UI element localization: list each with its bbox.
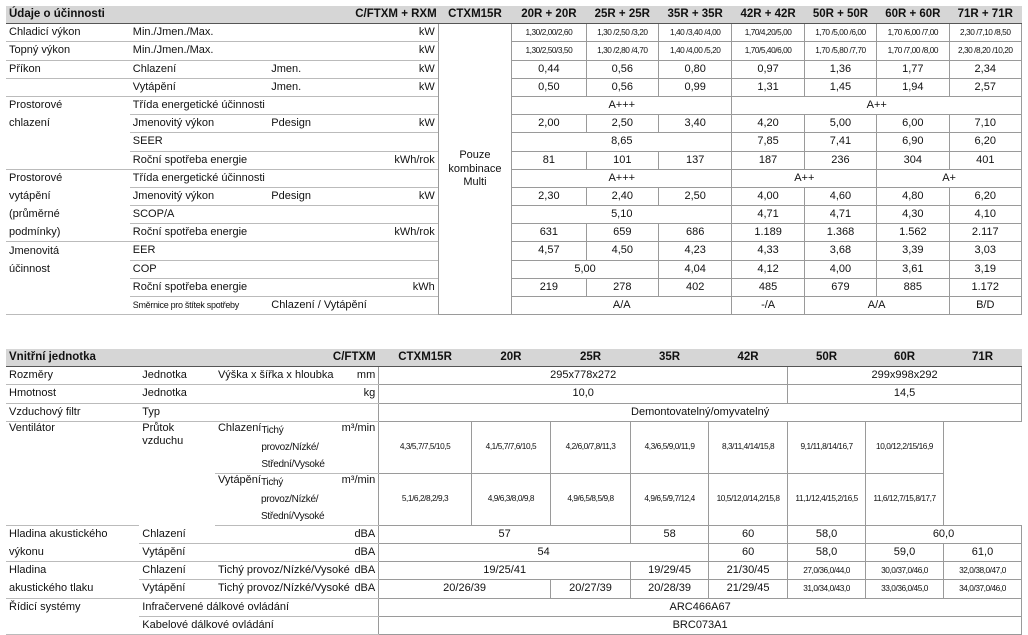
cell: 299x998x292 xyxy=(788,367,1022,385)
cell: 2,30 /8,20 /10,20 xyxy=(949,42,1021,60)
col-header: 35R + 35R xyxy=(658,6,731,24)
row-sublabel: Vytápění xyxy=(139,580,215,598)
cell: 631 xyxy=(512,224,586,242)
cell: 1,94 xyxy=(877,78,949,96)
cell: 11,1/12,4/15,2/16,5 xyxy=(788,473,866,525)
table-row xyxy=(6,598,1022,616)
unit: kg xyxy=(288,385,378,403)
model-header: C/FTXM xyxy=(288,349,378,367)
row-detail: Tichý provoz/Nízké/ Střední/Vysoké xyxy=(261,424,325,470)
cell: 3,19 xyxy=(949,260,1021,278)
cell: A+++ xyxy=(512,169,732,187)
cell: 0,80 xyxy=(658,60,731,78)
row-label: akustického tlaku xyxy=(6,580,139,598)
model-header: C/FTXM + RXM xyxy=(352,6,438,24)
row-qualifier: Vytápění xyxy=(217,473,261,486)
cell: 885 xyxy=(877,278,949,296)
cell: 59,0 xyxy=(866,543,944,561)
cell: 61,0 xyxy=(943,543,1021,561)
unit: dBA xyxy=(288,543,378,561)
cell: 3,61 xyxy=(877,260,949,278)
row-label: Rozměry xyxy=(6,367,139,385)
cell: 219 xyxy=(512,278,586,296)
cell: 4,9/6,5/8,5/9,8 xyxy=(550,473,630,525)
cell: 3,40 xyxy=(658,115,731,133)
cell: B/D xyxy=(949,297,1021,315)
col-header: 60R xyxy=(866,349,944,367)
row-qualifier: Chlazení xyxy=(217,421,262,434)
row-label: podmínky) xyxy=(6,224,130,242)
row-label: Chladicí výkon xyxy=(6,24,130,42)
table-row xyxy=(6,525,1022,543)
unit: dBA xyxy=(288,562,378,580)
cell: 4,20 xyxy=(732,115,804,133)
col-header: 42R + 42R xyxy=(732,6,804,24)
cell: 4,23 xyxy=(658,242,731,260)
col-header: 20R + 20R xyxy=(512,6,586,24)
cell: 6,00 xyxy=(877,115,949,133)
cell: 60,0 xyxy=(866,525,1022,543)
table-row xyxy=(6,278,1022,296)
row-sublabel: Třída energetické účinnosti xyxy=(130,169,438,187)
cell: A/A xyxy=(804,297,949,315)
cell: 4,00 xyxy=(804,260,876,278)
col-header: 20R xyxy=(471,349,550,367)
table-row xyxy=(6,151,1022,169)
cell: 19/29/45 xyxy=(631,562,709,580)
cell: 1.368 xyxy=(804,224,876,242)
table-title: Vnitřní jednotka xyxy=(6,349,288,367)
cell: 4,3/6,5/9,0/11,9 xyxy=(631,421,709,473)
row-label: Hladina akustického xyxy=(9,528,108,540)
cell: 1,36 xyxy=(804,60,876,78)
cell: 11,6/12,7/15,8/17,7 xyxy=(866,473,944,525)
row-qualifier: Jmen. xyxy=(268,60,352,78)
row-sublabel: Min./Jmen./Max. xyxy=(130,24,352,42)
row-sublabel: Infračervené dálkové ovládání xyxy=(139,598,378,616)
row-label: Prostorové xyxy=(9,99,63,112)
row-sublabel: SEER xyxy=(130,133,438,151)
cell: 10,0 xyxy=(379,385,788,403)
cell: 5,10 xyxy=(512,206,732,224)
cell: 4,12 xyxy=(732,260,804,278)
table-row xyxy=(6,169,1022,187)
cell: 0,56 xyxy=(586,78,658,96)
table-row xyxy=(6,187,1022,205)
cell: 20/27/39 xyxy=(550,580,630,598)
cell: 10,0/12,2/15/16,9 xyxy=(866,421,944,473)
cell: 20/26/39 xyxy=(379,580,551,598)
cell: 60 xyxy=(709,543,788,561)
cell: A+++ xyxy=(512,96,732,114)
row-label: výkonu xyxy=(6,543,139,561)
cell: 2,30 /7,10 /8,50 xyxy=(949,24,1021,42)
table-title: Údaje o účinnosti xyxy=(6,6,352,24)
cell: 1.189 xyxy=(732,224,804,242)
unit: kW xyxy=(352,42,438,60)
row-label: (průměrné xyxy=(9,208,60,221)
cell: 58,0 xyxy=(788,543,866,561)
cell: 21/30/45 xyxy=(709,562,788,580)
cell: 1.562 xyxy=(877,224,949,242)
unit: mm xyxy=(288,367,378,385)
cell: 20/28/39 xyxy=(631,580,709,598)
row-qualifier: Pdesign xyxy=(268,115,352,133)
cell: 4,30 xyxy=(877,206,949,224)
cell: 58,0 xyxy=(788,525,866,543)
row-sublabel: SCOP/A xyxy=(130,206,438,224)
indoor-unit-table xyxy=(6,349,1022,635)
cell: 304 xyxy=(877,151,949,169)
unit: m³/min xyxy=(341,473,376,486)
row-label: Jmenovitá xyxy=(9,244,60,257)
cell: 4,60 xyxy=(804,187,876,205)
row-sublabel: Roční spotřeba energie xyxy=(130,278,352,296)
table-row xyxy=(6,616,1022,634)
row-label: Řídicí systémy xyxy=(9,600,81,613)
row-sublabel: Chlazení xyxy=(139,525,288,543)
row-sublabel: Roční spotřeba energie xyxy=(130,151,352,169)
cell: 8,65 xyxy=(512,133,732,151)
row-sublabel: Jmenovitý výkon xyxy=(130,115,268,133)
table-row xyxy=(6,78,1022,96)
cell: 4,57 xyxy=(512,242,586,260)
cell: 6,20 xyxy=(949,133,1021,151)
cell: 60 xyxy=(709,525,788,543)
cell: 6,20 xyxy=(949,187,1021,205)
col-header: 25R + 25R xyxy=(586,6,658,24)
table-row xyxy=(6,133,1022,151)
cell: 137 xyxy=(658,151,731,169)
col-header: 50R xyxy=(788,349,866,367)
cell: 1,30 /2,80 /4,70 xyxy=(586,42,658,60)
cell: 5,00 xyxy=(512,260,659,278)
unit: kWh/rok xyxy=(352,151,438,169)
cell: 3,68 xyxy=(804,242,876,260)
table-row xyxy=(6,562,1022,580)
cell: 3,39 xyxy=(877,242,949,260)
cell: 485 xyxy=(732,278,804,296)
cell: 7,85 xyxy=(732,133,804,151)
multi-only-note: Pouze kombinace Multi xyxy=(438,24,511,315)
unit: kWh xyxy=(352,278,438,296)
table-row xyxy=(6,24,1022,42)
cell: 1,30/2,50/3,50 xyxy=(512,42,586,60)
cell: ARC466A67 xyxy=(379,598,1022,616)
table-row xyxy=(6,224,1022,242)
cell: 2,57 xyxy=(949,78,1021,96)
row-sublabel: Vytápění xyxy=(130,78,268,96)
cell: 2,50 xyxy=(586,115,658,133)
row-label: chlazení xyxy=(9,117,50,130)
header-row xyxy=(6,6,1022,24)
row-qualifier: Chlazení / Vytápění xyxy=(268,297,438,315)
cell: 686 xyxy=(658,224,731,242)
row-label: vytápění xyxy=(9,189,51,202)
row-label: Hladina xyxy=(9,564,47,577)
row-qualifier: Jmen. xyxy=(268,78,352,96)
col-header: 71R + 71R xyxy=(949,6,1021,24)
cell: 4,80 xyxy=(877,187,949,205)
cell: 1.172 xyxy=(949,278,1021,296)
row-sublabel: EER xyxy=(130,242,438,260)
cell: 5,1/6,2/8,2/9,3 xyxy=(379,473,472,525)
cell: 54 xyxy=(379,543,709,561)
cell: 10,5/12,0/14,2/15,8 xyxy=(709,473,788,525)
unit: m³/min xyxy=(341,421,376,434)
cell: 2,34 xyxy=(949,60,1021,78)
row-label: Prostorové xyxy=(9,171,63,184)
row-sublabel: Typ xyxy=(139,403,378,421)
unit: kWh/rok xyxy=(352,224,438,242)
cell: 33,0/36,0/45,0 xyxy=(866,580,944,598)
col-header: 71R xyxy=(943,349,1021,367)
cell: 679 xyxy=(804,278,876,296)
cell: 2.117 xyxy=(949,224,1021,242)
cell: Demontovatelný/omyvatelný xyxy=(379,403,1022,421)
row-sublabel: Vytápění xyxy=(139,543,288,561)
row-qualifier: Výška x šířka x hloubka xyxy=(215,367,288,385)
cell: 1,70/4,20/5,00 xyxy=(732,24,804,42)
cell: 4,71 xyxy=(732,206,804,224)
col-header: CTXM15R xyxy=(379,349,472,367)
cell: 1,30 /2,50 /3,20 xyxy=(586,24,658,42)
cell: 0,97 xyxy=(732,60,804,78)
row-label: Vzduchový filtr xyxy=(6,403,139,421)
row-sublabel: Kabelové dálkové ovládání xyxy=(139,616,378,634)
cell: 2,50 xyxy=(658,187,731,205)
cell: 1,70 /6,00 /7,00 xyxy=(877,24,949,42)
cell: 101 xyxy=(586,151,658,169)
unit: kW xyxy=(352,60,438,78)
cell: 401 xyxy=(949,151,1021,169)
row-sublabel: Třída energetické účinnosti xyxy=(130,96,438,114)
row-label: účinnost xyxy=(9,262,50,275)
cell: 30,0/37,0/46,0 xyxy=(866,562,944,580)
cell: 5,00 xyxy=(804,115,876,133)
cell: 659 xyxy=(586,224,658,242)
row-detail: Tichý provoz/Nízké/ Střední/Vysoké xyxy=(260,476,325,522)
cell: 21/29/45 xyxy=(709,580,788,598)
row-sublabel: Chlazení xyxy=(130,60,268,78)
cell: 7,10 xyxy=(949,115,1021,133)
row-label: Hmotnost xyxy=(6,385,139,403)
row-sublabel: Jmenovitý výkon xyxy=(130,187,268,205)
cell: 4,3/5,7/7,5/10,5 xyxy=(379,421,472,473)
row-qualifier: Pdesign xyxy=(268,187,352,205)
cell: -/A xyxy=(732,297,804,315)
cell: 402 xyxy=(658,278,731,296)
cell: 1,30/2,00/2,60 xyxy=(512,24,586,42)
cell: 1,45 xyxy=(804,78,876,96)
table-row xyxy=(6,297,1022,315)
cell: 8,3/11,4/14/15,8 xyxy=(709,421,788,473)
cell: 4,9/6,5/9,7/12,4 xyxy=(631,473,709,525)
row-sublabel: Směrnice pro štítek spotřeby xyxy=(130,297,268,315)
cell: 1,31 xyxy=(732,78,804,96)
col-header: 25R xyxy=(550,349,630,367)
cell: 2,00 xyxy=(512,115,586,133)
row-qualifier: Tichý provoz/Nízké/Vysoké xyxy=(215,562,288,580)
cell: 19/25/41 xyxy=(379,562,631,580)
cell: 57 xyxy=(379,525,631,543)
cell: 4,71 xyxy=(804,206,876,224)
cell: 1,70/5,40/6,00 xyxy=(732,42,804,60)
cell: BRC073A1 xyxy=(379,616,1022,634)
cell: A++ xyxy=(732,169,877,187)
cell: 0,50 xyxy=(512,78,586,96)
row-label: Ventilátor xyxy=(9,421,55,434)
table-row xyxy=(6,60,1022,78)
cell: 1,70 /5,80 /7,70 xyxy=(804,42,876,60)
cell: 187 xyxy=(732,151,804,169)
cell: 4,2/6,0/7,8/11,3 xyxy=(550,421,630,473)
table-row xyxy=(6,580,1022,598)
unit: kW xyxy=(352,115,438,133)
unit: kW xyxy=(352,78,438,96)
cell: 4,04 xyxy=(658,260,731,278)
row-label: Topný výkon xyxy=(6,42,130,60)
header-row xyxy=(6,349,1022,367)
cell: A/A xyxy=(512,297,732,315)
unit: kW xyxy=(352,187,438,205)
table-row xyxy=(6,421,1022,473)
table-row xyxy=(6,403,1022,421)
table-row xyxy=(6,242,1022,260)
cell: A++ xyxy=(732,96,1022,114)
row-sublabel: Chlazení xyxy=(139,562,215,580)
cell: 6,90 xyxy=(877,133,949,151)
col-header: 35R xyxy=(631,349,709,367)
table-row xyxy=(6,543,1022,561)
cell: 295x778x272 xyxy=(379,367,788,385)
cell: 58 xyxy=(631,525,709,543)
table-row xyxy=(6,115,1022,133)
cell: 4,1/5,7/7,6/10,5 xyxy=(471,421,550,473)
cell: A+ xyxy=(877,169,1022,187)
row-sublabel: COP xyxy=(130,260,438,278)
table-row xyxy=(6,385,1022,403)
cell: 3,03 xyxy=(949,242,1021,260)
col-header: 42R xyxy=(709,349,788,367)
cell: 4,9/6,3/8,0/9,8 xyxy=(471,473,550,525)
unit: kW xyxy=(352,24,438,42)
cell: 1,77 xyxy=(877,60,949,78)
table-row xyxy=(6,42,1022,60)
cell: 4,33 xyxy=(732,242,804,260)
cell: 0,44 xyxy=(512,60,586,78)
cell: 0,56 xyxy=(586,60,658,78)
cell: 2,40 xyxy=(586,187,658,205)
cell: 4,10 xyxy=(949,206,1021,224)
table-row xyxy=(6,367,1022,385)
table-row xyxy=(6,206,1022,224)
cell: 7,41 xyxy=(804,133,876,151)
cell: 0,99 xyxy=(658,78,731,96)
cell: 1,70 /7,00 /8,00 xyxy=(877,42,949,60)
row-sublabel: Jednotka xyxy=(139,367,215,385)
efficiency-table xyxy=(6,6,1022,315)
unit: dBA xyxy=(288,525,378,543)
row-sublabel: Průtok vzduchu xyxy=(142,421,184,447)
table-row xyxy=(6,260,1022,278)
col-header: CTXM15R xyxy=(438,6,511,24)
cell: 1,40 /4,00 /5,20 xyxy=(658,42,731,60)
cell: 81 xyxy=(512,151,586,169)
table-row xyxy=(6,96,1022,114)
unit: dBA xyxy=(288,580,378,598)
cell: 4,00 xyxy=(732,187,804,205)
col-header: 50R + 50R xyxy=(804,6,876,24)
row-sublabel: Roční spotřeba energie xyxy=(130,224,352,242)
cell: 9,1/11,8/14/16,7 xyxy=(788,421,866,473)
row-sublabel: Jednotka xyxy=(139,385,288,403)
cell: 32,0/38,0/47,0 xyxy=(943,562,1021,580)
row-qualifier: Tichý provoz/Nízké/Vysoké xyxy=(215,580,288,598)
cell: 34,0/37,0/46,0 xyxy=(943,580,1021,598)
row-sublabel: Min./Jmen./Max. xyxy=(130,42,352,60)
cell: 278 xyxy=(586,278,658,296)
row-label: Příkon xyxy=(6,60,130,78)
cell: 2,30 xyxy=(512,187,586,205)
cell: 31,0/34,0/43,0 xyxy=(788,580,866,598)
cell: 236 xyxy=(804,151,876,169)
cell: 27,0/36,0/44,0 xyxy=(788,562,866,580)
cell: 1,70 /5,00 /6,00 xyxy=(804,24,876,42)
cell: 14,5 xyxy=(788,385,1022,403)
cell: 4,50 xyxy=(586,242,658,260)
cell: 1,40 /3,40 /4,00 xyxy=(658,24,731,42)
col-header: 60R + 60R xyxy=(877,6,949,24)
